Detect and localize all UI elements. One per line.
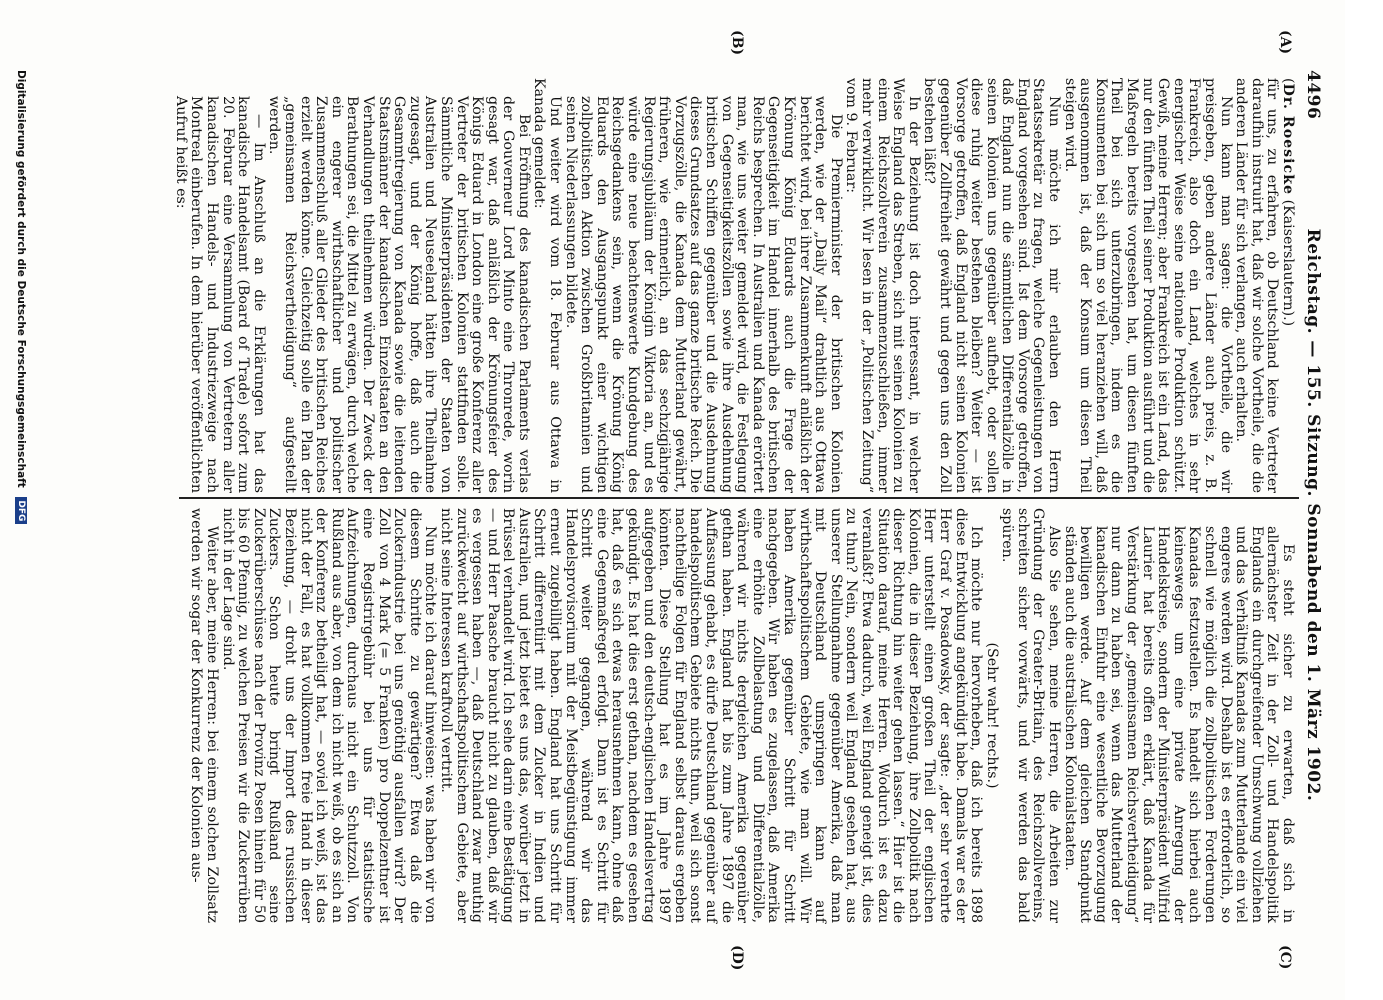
quotation: — Im Anschluß an die Erklärungen hat das kanadische Handelsamt (Board of Trade) sofort zum 20. Februar eine Versammlung von Vertretern aller kanadischen Handels- und Industriezweige nach Montreal einberufen. In dem hierüber veröffentlichten Aufruf heißt es: [172,96,267,493]
digitization-credit: Digitalisierung gefördert durch die Deutsche Forschungsgemeinschaft [15,70,27,488]
speaker-prefix: ( [1280,78,1296,84]
margin-marker-a: (A) [1277,30,1293,55]
paragraph: Also Sie sehen, meine Herren, die Arbeiten zur Gründung der Greater-Britain, des Reichszollvereins, schreiten sicher vorwärts, und wir werden das bald spüren. [999,508,1063,923]
page-header [1297,70,1323,960]
dfg-logo: DFG [15,497,27,524]
right-column [175,508,1295,923]
paragraph: Weiter aber, meine Herren: bei einem solchen Zollsatz werden wir sogar der Konkurrenz der Kolonien aus- [188,508,221,923]
margin-marker-d: (D) [729,945,745,971]
paragraph: Nun möchte ich mir erlauben den Herrn Staatssekretär zu fragen, welche Gegenleistungen von England vorgesehen sind. Ist dem Vorsorge getroffen, daß England nun die sämmtlichen Differentialzölle in seinen Kolonien uns gegenüber aufhebt, oder sollen diese ruhig weiter bestehen bleiben? Weiter — ist Vorsorge getroffen, daß England nicht seinen Kolonien gegenüber Zollfreiheit gewährt und gegen uns den Zoll bestehen läßt? [921,78,1063,493]
page-number: 4496 [1303,70,1323,120]
margin-marker-c: (C) [1277,945,1293,970]
paragraph: Ich möchte nur hervorheben, daß ich bereits 1898 diese Entwicklung angekündigt habe. Damals war es der Herr Graf v. Posadowsky, der sagte: „der sehr verehrte Herr unterstellt einen großen Theil der englischen Kolonien, die in dieser Beziehung, ihre Zollpolitik nach dieser Richtung hin weiter gehen lassen.“ Hier ist die Situation darauf, meine Herren. Wodurch ist es dazu veranlaßt? Etwa dadurch, weil England geneigt ist, dies zu thun? Nein, sondern weil England gesehen hat, aus unserer Stellungnahme gegenüber Amerika, daß man mit Deutschland umspringen kann auf wirthschaftspolitischem Gebiete, wie man will. Wir haben Amerika gegenüber Schritt für Schritt nachgegeben. Wir haben es zugelassen, daß Amerika eine erhöhte Zollbelastung und Differentialzölle, während wir nichts dergleichen Amerika gegenüber gethan haben. England hat bis zum Jahre 1897 die Auffassung gehabt, es dürfe Deutschland gegenüber auf handelspolitischem Gebiete nichts thun, weil sich sonst nachtheilige Folgen für England selbst daraus ergeben könnten. Diese Stellung hat es im Jahre 1897 aufgegeben und den deutsch-englischen Handelsvertrag gekündigt. Es hat dies erst gethan, nachdem es gesehen hat, daß es sich etwas herausnehmen kann, ohne daß eine Gegenmaßregel erfolgt. Dann ist es Schritt für Schritt weiter gegangen, während wir das Handelsprovisorium mit der Meistbegünstigung immer erneut zugebilligt haben. England hat uns Schritt für Schritt differentiirt mit dem Zucker in Indien und Australien, und jetzt bietet es uns das, worüber jetzt in Brüssel verhandelt wird. Ich sehe darin eine Bestätigung — und Herr Paasche braucht nicht zu glauben, daß wir es vergessen haben —, daß Deutschland zwar muthig zurückweicht auf wirthschaftspolitischem Gebiete, aber nicht seine Interessen kraftvoll vertritt. [437,508,985,923]
left-column [172,78,1296,493]
quotation: Bei Eröffnung des kanadischen Parlaments verlas der Gouverneur Lord Minto eine Thronrede, worin gesagt war, daß anläßlich der Krönungsfeier des Königs Eduard in London eine große Konferenz aller Vertreter der britischen Kolonien stattfinden solle. Sämmtliche Ministerpräsidenten der Staaten von Australien und Neuseeland hätten ihre Theilnahme zugesagt, und der König hoffe, daß auch die Gesammtregierung von Kanada sowie die leitenden Staatsmänner der kanadischen Einzelstaaten an den Verhandlungen theilnehmen würden. Der Zweck der Berathungen sei, die Mittel zu erwägen, durch welche ein engerer wirthschaftlicher und politischer Zusammenschluß aller Glieder des britischen Reiches erzielt werden könne. Gleichzeitig solle ein Plan der „gemeinsamen Reichsvertheidigung“ aufgestellt werden. [266,96,532,493]
quotation: Es steht sicher zu erwarten, daß sich in allernächster Zeit in der Zoll- und Handelspolitik Englands ein durchgreifender Umschwung vollziehen und das Verhältniß Kanadas zum Mutterlande ein viel engeres werden wird. Deshalb ist es erforderlich, so schnell wie möglich die zollpolitischen Forderungen Kanadas festzustellen. Es handelt sich hierbei auch keineswegs um eine private Anregung der Handelskreise, sondern der Ministerpräsident Wilfrid Laurier hat bereits offen erklärt, daß Kanada für Verstärkung der „gemeinsamen Reichsvertheidigung“ nur dann zu haben sei, wenn das Mutterland der kanadischen Einfuhr eine wesentliche Bevorzugung bewilligen werde. Auf dem gleichen Standpunkt ständen auch die australischen Kolonialstaaten. [1061,526,1296,923]
paragraph: Und weiter wird vom 18. Februar aus Ottawa in Kanada gemeldet: [531,78,564,493]
column-divider [179,497,1299,499]
paragraph: In der Beziehung ist doch interessant, in welcher Weise England das Streben, sich mit seinen Kolonien zu einem Reichszollverein zusammenzuschließen, immer mehr verwirklicht. Wir lesen in der „Politischen Zeitung“ vom 9. Februar: [843,78,922,493]
margin-marker-b: (B) [729,30,745,56]
paragraph: für uns, zu erfahren, ob Deutschland keine Vertreter daraufhin instruirt hat, daß wir solche Vortheile, die die anderen Länder für sich verlangen, auch erhalten. [1233,78,1281,493]
paragraph: Nun möchte ich darauf hinweisen: was haben wir von diesem Schritte zu gewärtigen? Etwa daß die Zuckerindustrie bei uns genöthig ausfallen wird? Der Zoll von 4 Mark (= 5 Franken) pro Doppelzentner ist eine Registrirgebühr bei uns für statistische Aufzeichnungen, durchaus nicht ein Schutzzoll. Von Rußland aus aber, von dem ich nicht weiß, ob es sich an der Konferenz betheiligt hat, — soviel ich weiß, ist das nicht der Fall, es hat vollkommen freie Hand in dieser Beziehung, — droht uns der Import des russischen Zuckers. Schon heute bringt Rußland seine Zuckerüberschüsse nach der Provinz Posen hinein für 50 bis 60 Pfennig, zu welchen Preisen wir die Zuckerrüben nicht in der Lage sind. [219,508,439,923]
running-title: Reichstag. — 155. Sitzung. Sonnabend den 1. März 1902. [1303,228,1323,802]
quotation: Die Premierminister der britischen Kolonien werden, wie der „Daily Mail“ drahtlich aus Ottawa berichtet wird, bei ihrer Zusammenkunft anläßlich der Krönung König Eduards auch die Frage der Gegenseitigkeit im Handel innerhalb des britischen Reichs besprechen. In Australien und Kanada erörtert man, wie uns weiter gemeldet wird, die Festlegung von Gegenseitigkeitszöllen sowie ihre Ausdehnung britischen Schiffen gegenüber und die Ausdehnung dieses Grundsatzes auf das ganze britische Reich. Die Vorzugszölle, die Kanada dem Mutterland gewährt, früheren, wie erinnerlich, an das sechzigjährige Regierungsjubiläum der Königin Viktoria an, und es würde eine neue beachtenswerte Kundgebung des Reichsgedankens sein, wenn die Krönung König Eduards den Ausgangspunkt einer wichtigen zollpolitischen Aktion zwischen Großbritannien und seinen Niederlassungen bildete. [562,96,844,493]
paragraph: Nun kann man sagen: die Vortheile, die wir preisgeben, geben andere Länder auch preis, z. B. Frankreich, also doch ein Land, welches in sehr energischer Weise seine nationale Produktion schützt. Gewiß, meine Herren; aber Frankreich ist ein Land, das nur den fünften Theil seiner Produktion ausführt und die Maßregeln bereits vorgesehen hat, um diesen fünften Theil bei sich unterzubringen, indem es die Konsumenten bei sich um so viel heranziehen will, daß ausgenommen ist, daß der Konsum um diesen Theil steigen wird. [1061,78,1234,493]
interjection: (Sehr wahr! rechts.) [983,642,1000,789]
speaker-note: (Kaiserslautern).) [1280,199,1296,327]
speaker-line [1279,78,1295,493]
speaker-name: Dr. Roesicke [1280,83,1296,196]
page-footer [7,70,27,960]
